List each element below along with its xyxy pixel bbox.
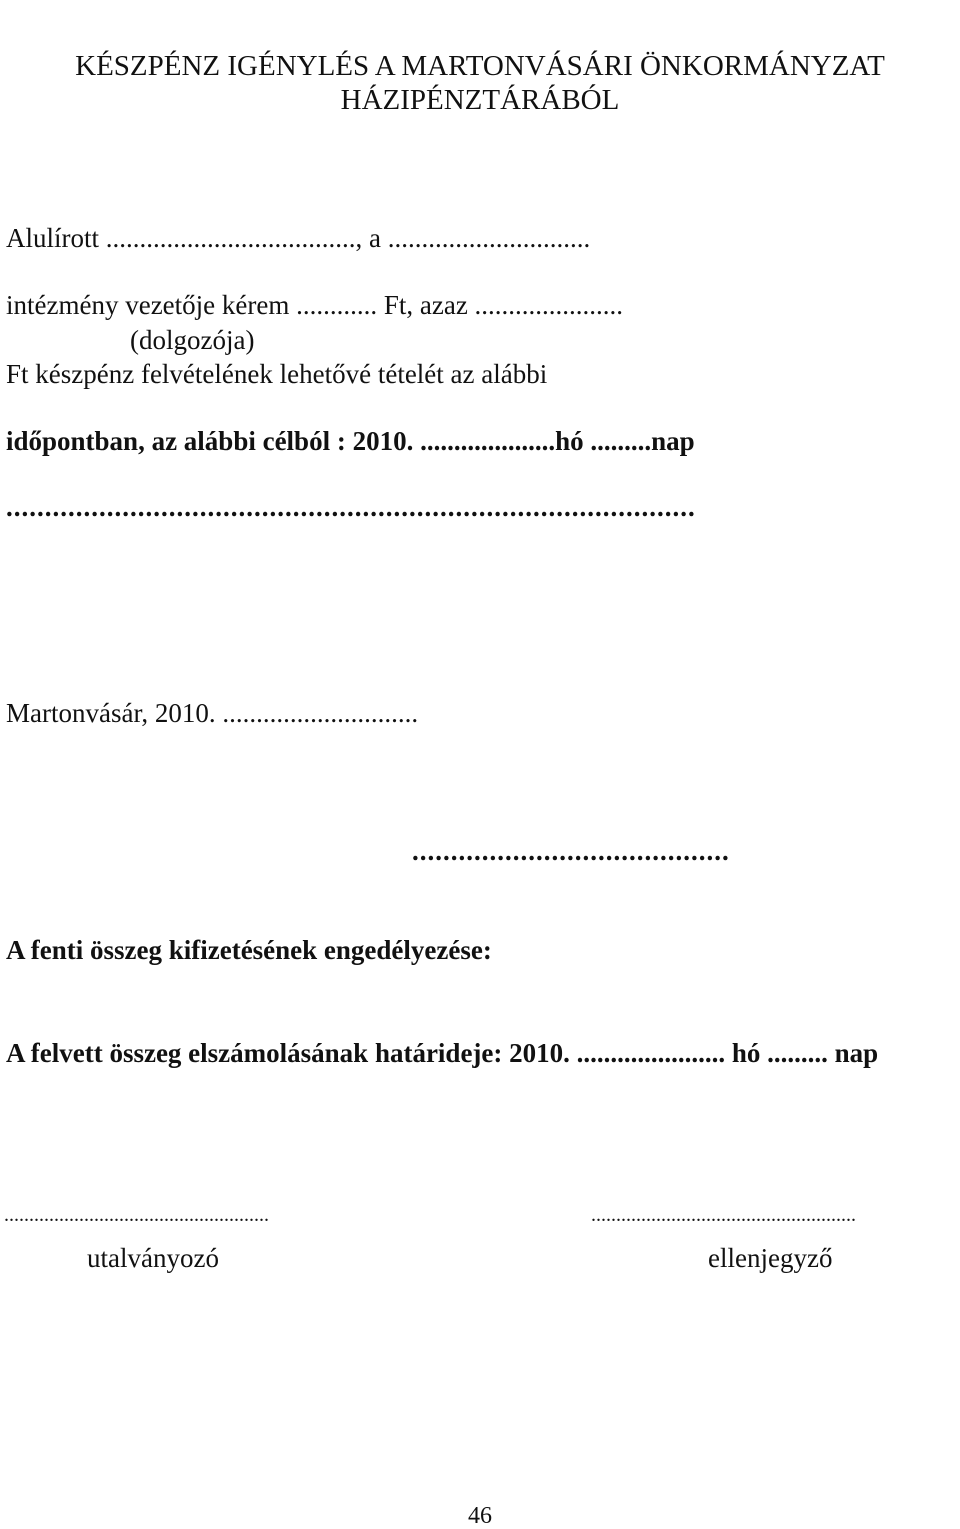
date-purpose-line: időpontban, az alábbi célból : 2010. ....................hó .........nap xyxy=(6,426,695,456)
authorizer-label: utalványozó xyxy=(87,1243,219,1273)
document-title-line-1: KÉSZPÉNZ IGÉNYLÉS A MARTONVÁSÁRI ÖNKORMÁNYZAT xyxy=(75,50,885,82)
document-title-line-2: HÁZIPÉNZTÁRÁBÓL xyxy=(340,84,620,116)
settlement-deadline-line: A felvett összeg elszámolásának határideje: 2010. ...................... hó ......... nap xyxy=(6,1038,879,1068)
amount-line: Ft készpénz felvételének lehetővé tételét az alábbi xyxy=(6,359,548,389)
authorizer-signature-line: ..................................................... xyxy=(4,1204,269,1226)
employee-note: (dolgozója) xyxy=(130,325,255,355)
approval-label: A fenti összeg kifizetésének engedélyezése: xyxy=(6,935,492,965)
place-date-line: Martonvásár, 2010. ............................. xyxy=(6,698,419,728)
institution-line: intézmény vezetője kérem ............ Ft, azaz ...................... xyxy=(6,290,624,320)
requester-signature-line: ......................................... xyxy=(412,836,730,866)
requester-line: Alulírott ....................................., a .............................. xyxy=(6,223,591,253)
purpose-blank-line: ......................................................................................... xyxy=(6,492,696,522)
page-number: 46 xyxy=(468,1503,492,1529)
countersigner-label: ellenjegyző xyxy=(708,1243,833,1273)
countersigner-signature-line: ..................................................... xyxy=(591,1204,856,1226)
